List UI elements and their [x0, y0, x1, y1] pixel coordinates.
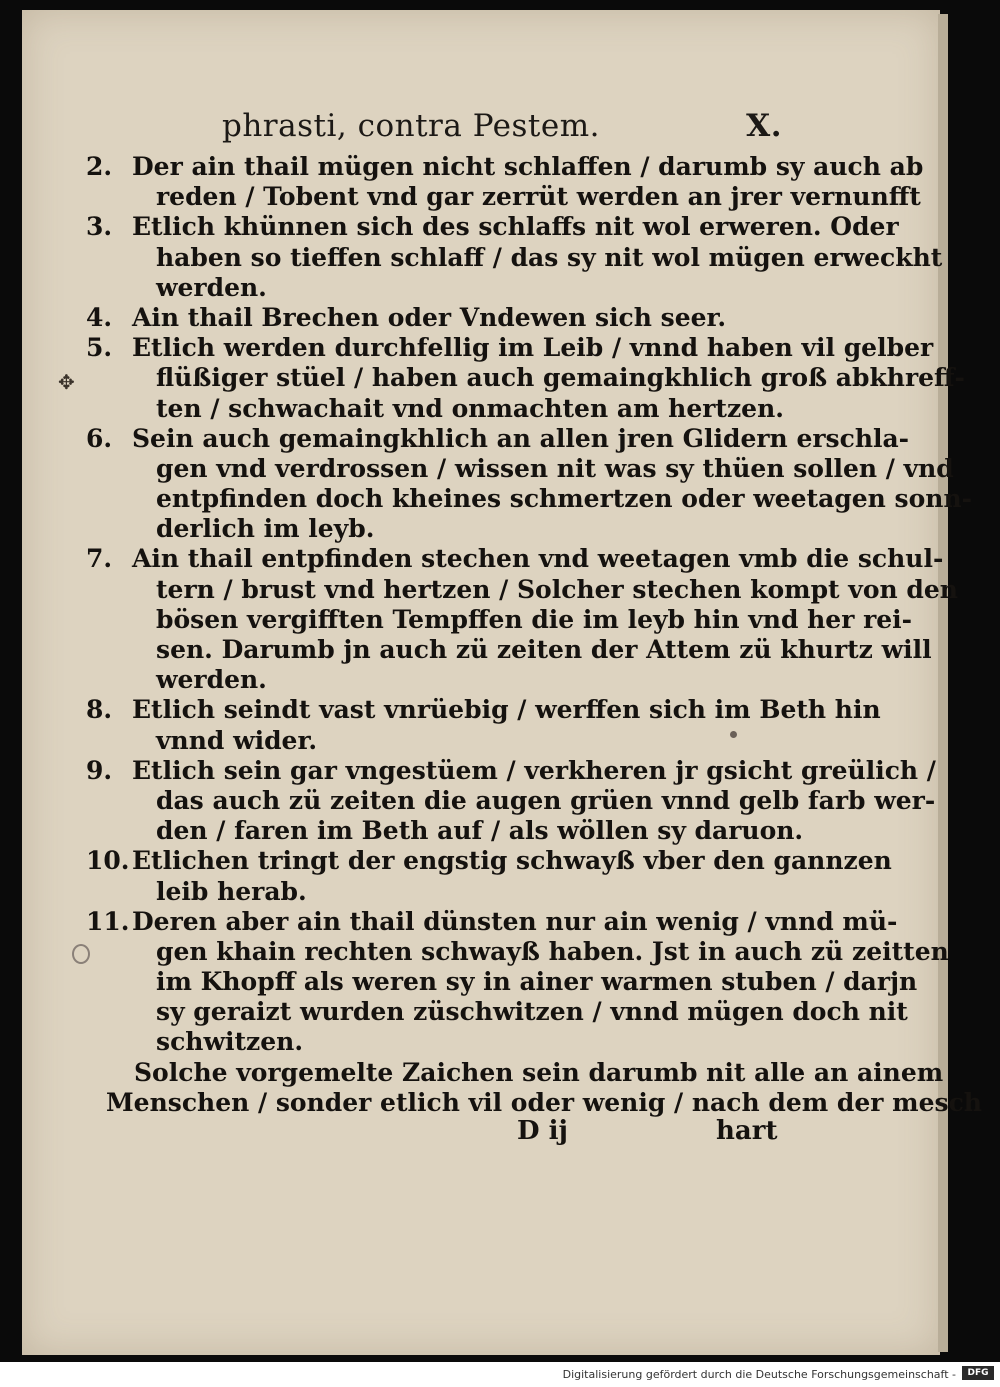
item-number: 7.: [86, 544, 113, 574]
line-text: werden.: [156, 665, 267, 695]
text-line: [86, 393, 784, 424]
marginal-mark-icon: ✥: [58, 370, 75, 394]
line-text: Ain thail Brechen oder Vndewen sich seer.: [132, 302, 727, 332]
item-number: 9.: [86, 755, 113, 785]
line-text: werden.: [156, 272, 267, 302]
text-line: [86, 152, 924, 182]
text-line: [86, 484, 973, 514]
text-line: [86, 726, 776, 756]
text-line: [86, 333, 934, 363]
line-text: Solche vorgemelte Zaichen sein darumb nit alle an ainem: [134, 1057, 944, 1087]
text-line: [86, 1087, 982, 1118]
text-line: [86, 846, 892, 876]
line-text: Sein auch gemaingkhlich an allen jren Glidern erschla-: [132, 423, 910, 453]
text-line: [86, 785, 936, 816]
text-line: [86, 453, 954, 484]
text-line: [86, 423, 910, 454]
line-text: haben so tieffen schlaff / das sy nit wol mügen erweckht: [156, 242, 943, 272]
line-text: Menschen / sonder etlich vil oder wenig / nach dem der mesch: [106, 1087, 982, 1117]
line-text: Etlich khünnen sich des schlaffs nit wol erweren. Oder: [132, 212, 899, 242]
text-line: [86, 182, 921, 212]
line-text: das auch zü zeiten die augen grüen vnnd gelb farb wer-: [156, 785, 936, 815]
line-text: Etlich seindt vast vnrüebig / werffen sich im Beth hin: [132, 695, 881, 725]
text-line: [86, 755, 936, 786]
line-text: sen. Darumb jn auch zü zeiten der Attem zü khurtz will: [156, 635, 932, 664]
text-line: [86, 273, 776, 303]
item-number: 6.: [86, 423, 113, 453]
text-line: [86, 695, 881, 725]
line-text: Etlich sein gar vngestüem / verkheren jr gsicht greülich /: [132, 755, 936, 785]
text-line: [86, 544, 944, 574]
text-line: [86, 997, 908, 1027]
folio-number: X.: [746, 108, 782, 144]
line-text: im Khopff als weren sy in ainer warmen stuben / darjn: [156, 967, 918, 997]
item-number: 3.: [86, 212, 113, 242]
item-number: 10.: [86, 846, 130, 876]
line-text: Deren aber ain thail dünsten nur ain wenig / vnnd mü-: [132, 906, 898, 936]
digitization-credit: Digitalisierung gefördert durch die Deutsche Forschungsgemeinschaft -: [562, 1368, 956, 1381]
line-text: schwitzen.: [156, 1027, 304, 1057]
item-number: 2.: [86, 152, 113, 181]
line-text: tern / brust vnd hertzen / Solcher stechen kompt von den: [156, 574, 958, 604]
line-text: derlich im leyb.: [156, 514, 375, 544]
line-text: Der ain thail mügen nicht schlaffen / darumb sy auch ab: [132, 152, 924, 181]
line-text: ten / schwachait vnd onmachten am hertzen.: [156, 393, 784, 423]
text-line: [86, 816, 804, 846]
signature-line: [0, 1116, 1000, 1150]
text-line: [86, 242, 943, 273]
text-line: [86, 936, 949, 967]
text-line: [86, 212, 899, 242]
text-line: [86, 604, 913, 635]
item-number: 4.: [86, 302, 113, 332]
line-text: flüßiger stüel / haben auch gemaingkhlich groß abkhreff-: [156, 363, 965, 393]
text-line: [86, 1057, 944, 1088]
running-head-title: phrasti, contra Pestem.: [222, 108, 600, 144]
main-text-block: [86, 152, 982, 1118]
line-text: Ain thail entpfinden stechen vnd weetagen vmb die schul-: [132, 544, 944, 574]
text-line: [86, 877, 776, 907]
signature-mark: D ij: [517, 1116, 568, 1146]
line-text: entpfinden doch kheines schmertzen oder weetagen sonn-: [156, 484, 973, 514]
line-text: vnnd wider.: [156, 725, 318, 755]
item-number: 11.: [86, 906, 130, 936]
line-text: gen vnd verdrossen / wissen nit was sy thüen sollen / vnd: [156, 453, 954, 483]
dfg-logo: DFG: [962, 1366, 994, 1380]
line-text: gen khain rechten schwayß haben. Jst in auch zü zeitten: [156, 936, 949, 966]
text-line: [86, 906, 898, 937]
line-text: Etlich werden durchfellig im Leib / vnnd haben vil gelber: [132, 333, 934, 363]
line-text: bösen vergifften Tempffen die im leyb hin vnd her rei-: [156, 604, 913, 634]
line-text: Etlichen tringt der engstig schwayß vber den gannzen: [132, 846, 892, 876]
footer-bar: [0, 1362, 1000, 1387]
text-line: [86, 363, 965, 393]
text-line: [86, 1027, 776, 1057]
running-head: [222, 108, 782, 152]
line-text: den / faren im Beth auf / als wöllen sy daruon.: [156, 816, 804, 846]
line-text: reden / Tobent vnd gar zerrüt werden an jrer vernunfft: [156, 182, 921, 212]
line-text: leib herab.: [156, 876, 307, 906]
catchword: hart: [716, 1116, 778, 1146]
text-line: [86, 967, 918, 997]
text-line: [86, 303, 776, 333]
line-text: sy geraizt wurden züschwitzen / vnnd mügen doch nit: [156, 997, 908, 1027]
page-edge: [938, 14, 948, 1352]
text-line: [86, 514, 776, 544]
item-number: 8.: [86, 695, 113, 725]
text-line: [86, 574, 958, 605]
text-line: [86, 635, 932, 665]
text-line: [86, 665, 776, 695]
item-number: 5.: [86, 333, 113, 363]
